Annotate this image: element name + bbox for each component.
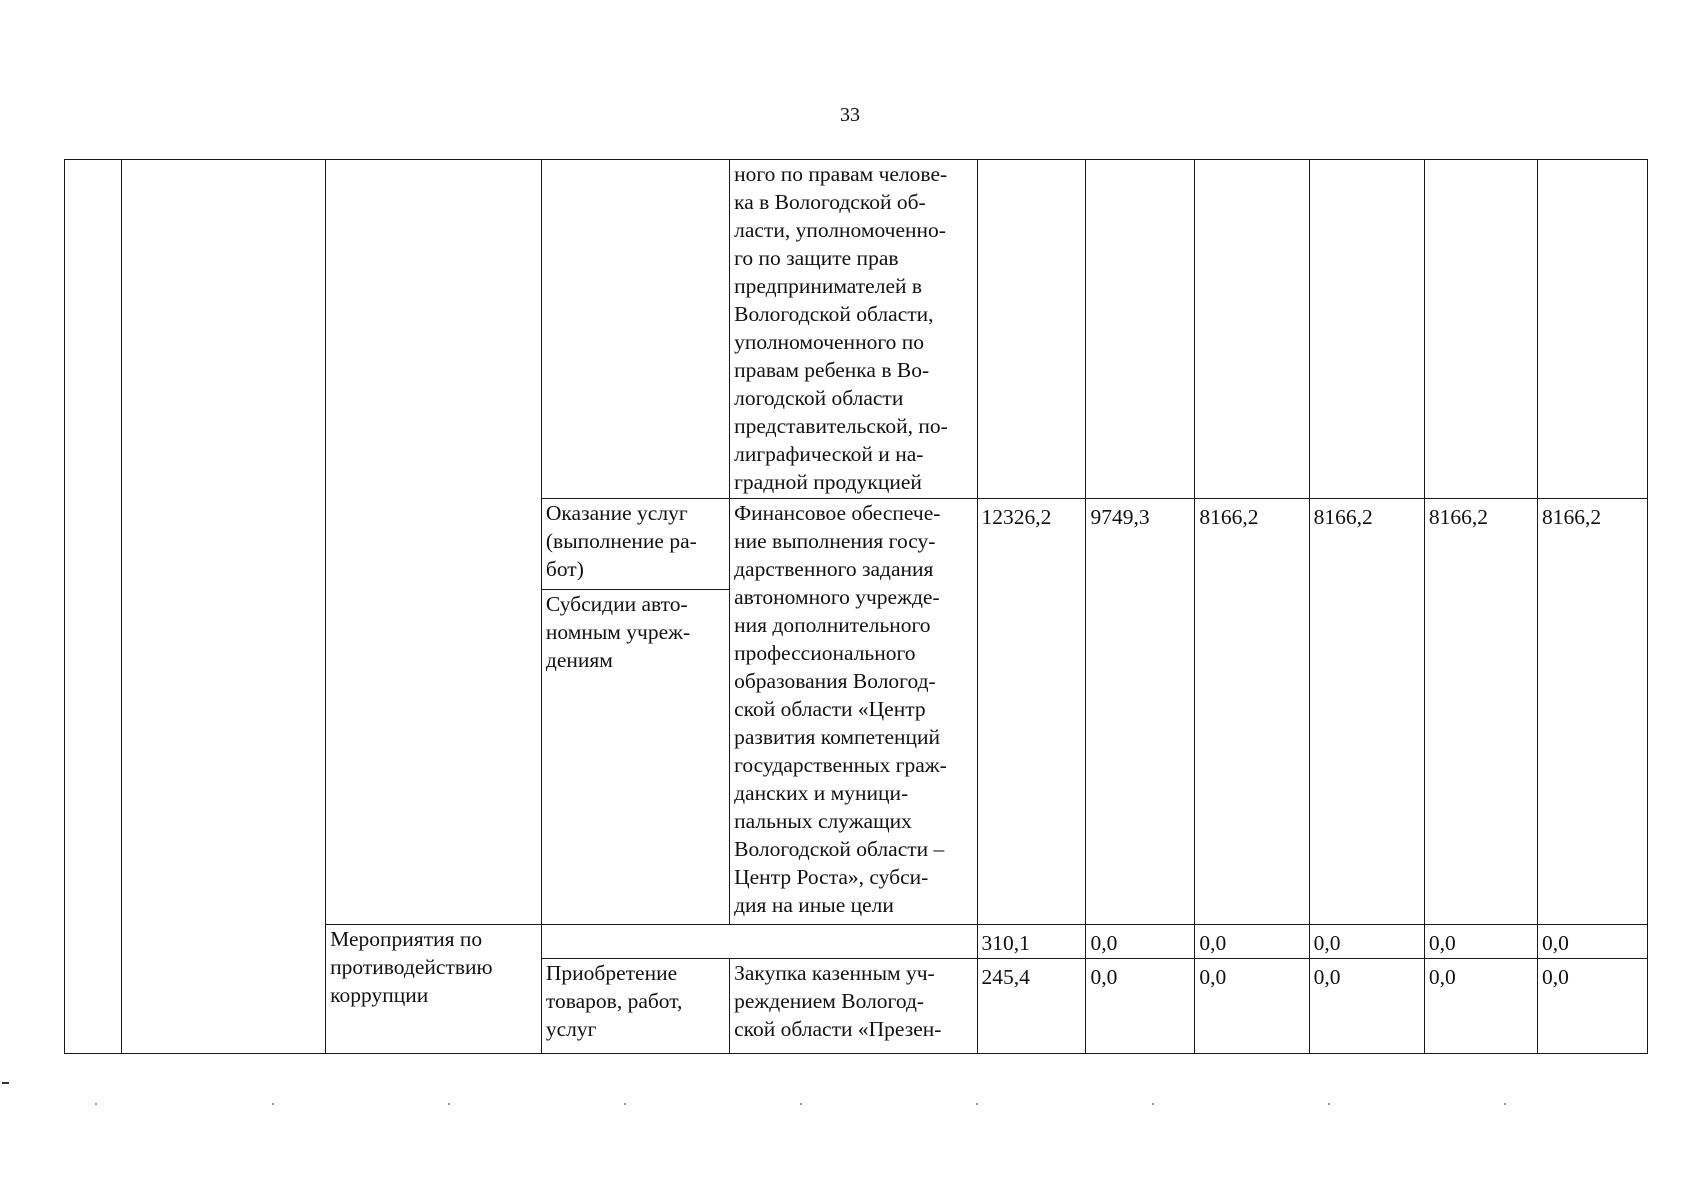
scan-dot	[272, 1103, 274, 1105]
scan-dot	[976, 1103, 978, 1105]
value-cell: 0,0	[1537, 959, 1647, 1054]
value-cell: 0,0	[1537, 925, 1647, 959]
value-cell	[1424, 160, 1537, 499]
scan-artifact-dash	[2, 1082, 9, 1084]
program-cell	[122, 160, 326, 1054]
value-cell	[977, 160, 1086, 499]
scan-dot	[1328, 1103, 1330, 1105]
value-cell: 0,0	[1195, 925, 1309, 959]
value-cell	[1195, 160, 1309, 499]
scan-dot	[800, 1103, 802, 1105]
value-cell: 0,0	[1309, 925, 1424, 959]
value-cell: 0,0	[1309, 959, 1424, 1054]
activity-cell: Мероприятия по противодействию коррупции	[326, 925, 542, 1054]
expense-type-cell	[541, 160, 729, 499]
description-cell: ного по правам челове- ка в Вологодской об- ласти, уполномоченно- го по защите прав предпринимателей в Вологодской области, уполномоченного по правам ребенка в Во- логодской области представительской, по- лиграфической и на- градной продукцией	[730, 160, 977, 499]
description-cell	[541, 925, 977, 959]
scan-dot	[1504, 1103, 1506, 1105]
value-cell: 0,0	[1086, 959, 1195, 1054]
value-cell	[1086, 160, 1195, 499]
scan-artifact-dots	[0, 1103, 1697, 1107]
value-cell: 0,0	[1424, 925, 1537, 959]
page-number: 33	[840, 104, 860, 126]
value-cell: 0,0	[1195, 959, 1309, 1054]
scan-dot	[624, 1103, 626, 1105]
value-cell	[1537, 160, 1647, 499]
value-cell: 245,4	[977, 959, 1086, 1054]
value-cell: 8166,2	[1309, 499, 1424, 925]
number-cell	[65, 160, 122, 1054]
value-cell: 8166,2	[1537, 499, 1647, 925]
description-cell: Закупка казенным уч- реждением Вологод- ской области «Презен-	[730, 959, 977, 1054]
value-cell	[1309, 160, 1424, 499]
value-cell: 8166,2	[1424, 499, 1537, 925]
budget-table	[64, 159, 1648, 1054]
value-cell: 12326,2	[977, 499, 1086, 925]
value-cell: 0,0	[1086, 925, 1195, 959]
scan-dot	[448, 1103, 450, 1105]
table-row	[65, 160, 1648, 499]
expense-type-cell: Субсидии авто- номным учреж- дениям	[541, 590, 729, 925]
scan-dot	[1152, 1103, 1154, 1105]
expense-type-cell: Приобретение товаров, работ, услуг	[541, 959, 729, 1054]
value-cell: 8166,2	[1195, 499, 1309, 925]
expense-type-cell: Оказание услуг (выполнение ра- бот)	[541, 499, 729, 590]
value-cell: 310,1	[977, 925, 1086, 959]
value-cell: 0,0	[1424, 959, 1537, 1054]
scan-dot	[95, 1103, 97, 1105]
value-cell: 9749,3	[1086, 499, 1195, 925]
activity-cell	[326, 160, 542, 925]
description-cell: Финансовое обеспече- ние выполнения госу- дарственного задания автономного учрежде- ния дополнительного профессионального образования Вологод- ской области «Центр развития компетенций государственных граж- данских и муници- пальных служащих Вологодской области – Центр Роста», субси- дия на иные цели	[730, 499, 977, 925]
